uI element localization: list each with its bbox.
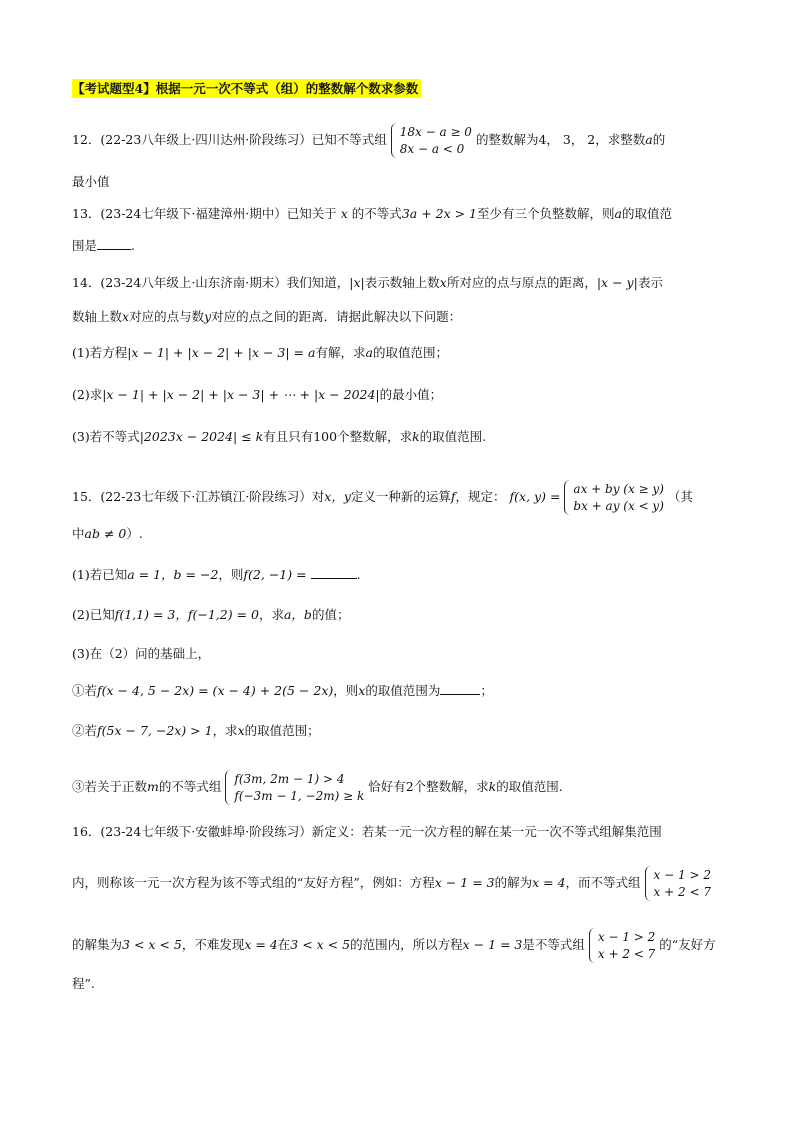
- question-14-part-3: [72, 428, 486, 446]
- question-15-part-3-1: [72, 681, 493, 700]
- q16-system-2: [589, 928, 655, 963]
- q15-c1-b: f(x − 4, 5 − 2x) = (x − 4) + 2(5 − 2x): [97, 683, 334, 698]
- q14-text-d: 表示: [637, 275, 663, 290]
- q15-c3-system-row-2: f(−3m − 1, −2m) ≥ k: [234, 789, 365, 803]
- question-13-line-2: [72, 236, 135, 255]
- q16-line2-b: 的解为: [494, 875, 533, 890]
- q16-equation: x − 1 = 3: [434, 875, 495, 890]
- q15-c1-answer-blank[interactable]: [440, 681, 480, 695]
- q13-x: x: [340, 206, 348, 221]
- q15-c2-x: x: [237, 723, 245, 738]
- q15-c2-a: ②若: [72, 723, 98, 738]
- question-16-line-2: [72, 866, 711, 901]
- q14-p3-b: 有且只有100个整数解，求: [263, 429, 413, 444]
- q16-line3-d: 的范围内，所以方程: [350, 937, 463, 952]
- q16-line3-e: 是不等式组: [522, 937, 585, 952]
- q15-xy: x，y: [324, 489, 351, 504]
- q13-inequality: 3a + 2x > 1: [401, 206, 478, 221]
- q15-line2-a: 中: [72, 526, 85, 541]
- q16-line3-a: 的解集为: [72, 937, 123, 952]
- question-16: 16．(23-24七年级下·安徽蚌埠·阶段练习）新定义：若某一元一次方程的解在某一元一次不等式组解集范围: [72, 824, 662, 839]
- q15-c2-d: 的取值范围；: [244, 723, 320, 738]
- question-15-part-2: [72, 606, 349, 624]
- q15-c1-a: ①若: [72, 683, 98, 698]
- q15-p1-b: a = 1，b = −2: [127, 567, 219, 582]
- q15-p1-answer-blank[interactable]: [311, 565, 357, 579]
- q12-var: a: [645, 132, 653, 147]
- q14-text-c: 所对应的点与原点的距离，: [446, 275, 597, 290]
- q16-equation-2: x − 1 = 3: [462, 937, 523, 952]
- q14-line2-a: 数轴上数: [72, 309, 123, 324]
- q14-p1-equation: |x − 1| + |x − 2| + |x − 3| = a: [127, 345, 316, 360]
- q14-p1-c: 的取值范围；: [372, 345, 448, 360]
- q14-text-a: 14．(23-24八年级上·山东济南·期末）我们知道，: [72, 275, 350, 290]
- q13-text-c: 至少有三个负整数解，则: [477, 206, 615, 221]
- q13-answer-blank[interactable]: [97, 236, 131, 250]
- q15-c1-e: ；: [480, 683, 493, 698]
- q16-system-1-row-2: x + 2 < 7: [653, 885, 711, 899]
- q16-solution-2: x = 4: [244, 937, 278, 952]
- q16-range-1: 3 < x < 5: [122, 937, 182, 952]
- q15-p1-d: f(2, −1) =: [243, 567, 307, 582]
- q15-system-row-2: bx + ay (x < y): [573, 499, 664, 513]
- question-15-part-3-2: [72, 722, 320, 740]
- question-12: [72, 123, 665, 158]
- q14-line2-c: 对应的点之间的距离．请据此解决以下问题：: [211, 309, 462, 324]
- q14-p1-a-var: a: [365, 345, 373, 360]
- q15-c3-c: 恰好有2个整数解，求: [368, 779, 489, 794]
- q15-text-a: 15．(22-23七年级下·江苏镇江·阶段练习）对: [72, 489, 325, 504]
- question-14-part-1: [72, 344, 448, 362]
- question-12-line-2: 最小值: [72, 174, 110, 189]
- q15-c3-b: 的不等式组: [158, 779, 222, 794]
- question-15: [72, 480, 693, 515]
- q15-c3-d: 的取值范围.: [496, 779, 563, 794]
- section-heading: 【考试题型4】根据一元一次不等式（组）的整数解个数求参数: [72, 79, 421, 98]
- q16-system-2-row-2: x + 2 < 7: [597, 947, 656, 961]
- q15-c1-c: ，则: [333, 683, 359, 698]
- q12-suffix: 的整数解为4， 3， 2，求整数: [475, 132, 646, 147]
- q15-c2-b: f(5x − 7, −2x) > 1: [97, 723, 213, 738]
- q14-x: x: [439, 275, 447, 290]
- q12-system-row-1: 18x − a ≥ 0: [399, 125, 472, 139]
- q12-end: 的: [652, 132, 666, 147]
- q15-c3-m: m: [147, 779, 159, 794]
- question-15-line-2: [72, 525, 143, 543]
- q15-c2-c: ，求: [212, 723, 238, 738]
- question-14: [72, 274, 663, 292]
- q14-abs-xy: |x − y|: [596, 275, 638, 290]
- q15-text-d: ，规定：: [455, 489, 506, 504]
- q14-abs-x: |x|: [349, 275, 365, 290]
- q16-system-1: [645, 866, 711, 901]
- q13-a: a: [614, 206, 622, 221]
- q14-p3-a: (3)若不等式: [72, 429, 140, 444]
- q13-line2-end: .: [131, 238, 135, 253]
- q16-system-2-row-1: x − 1 > 2: [597, 930, 656, 944]
- q16-range-2: 3 < x < 5: [290, 937, 351, 952]
- q15-p2-a: (2)已知: [72, 607, 115, 622]
- q15-p2-c: ，求: [258, 607, 284, 622]
- q15-p2-e: 的值；: [311, 607, 350, 622]
- q15-system-row-1: ax + by (x ≥ y): [573, 482, 664, 496]
- q15-p1-a: (1)若已知: [72, 567, 128, 582]
- q15-text-e: （其: [667, 489, 693, 504]
- q15-p1-e: .: [356, 567, 361, 582]
- q13-text-a: 13．(23-24七年级下·福建漳州·期中）已知关于: [72, 206, 337, 221]
- q13-text-d: 的取值范: [621, 206, 672, 221]
- q13-line2-text: 围是: [72, 238, 98, 253]
- q15-line2-c: ）.: [126, 526, 143, 541]
- q16-line3-f: 的“友好方: [659, 937, 716, 952]
- question-15-part-1: [72, 565, 361, 584]
- q14-p1-b: 有解，求: [315, 345, 366, 360]
- q14-p3-c: 的取值范围.: [419, 429, 487, 444]
- q14-text-b: 表示数轴上数: [364, 275, 440, 290]
- q12-prefix: 12．(22-23八年级上·四川达州·阶段练习）已知不等式组: [72, 132, 387, 147]
- q12-system: [391, 123, 472, 158]
- q15-c3-system-row-1: f(3m, 2m − 1) > 4: [234, 772, 345, 786]
- q15-line2-ab: ab ≠ 0: [84, 526, 127, 541]
- question-15-part-3: (3)在（2）问的基础上，: [72, 646, 211, 661]
- question-14-line-2: [72, 308, 461, 326]
- question-15-part-3-3: [72, 770, 563, 805]
- question-16-line-4: 程”.: [72, 976, 95, 991]
- question-16-line-3: [72, 928, 716, 963]
- q15-p1-c: ，则: [218, 567, 244, 582]
- q16-line2-c: ，而不等式组: [565, 875, 641, 890]
- question-13: [72, 205, 672, 223]
- q15-fxy: f(x, y) =: [509, 489, 561, 504]
- q16-line3-b: ，不难发现: [181, 937, 245, 952]
- q15-c3-a: ③若关于正数: [72, 779, 148, 794]
- q15-c3-system: [225, 770, 364, 805]
- q15-f: f: [450, 489, 456, 504]
- q14-line2-x: x: [122, 309, 130, 324]
- q15-c3-k: k: [488, 779, 497, 794]
- q16-line3-c: 在: [277, 937, 291, 952]
- q14-p2-a: (2)求: [72, 387, 103, 402]
- q15-c1-x: x: [358, 683, 366, 698]
- q14-p3-inequality: |2023x − 2024| ≤ k: [139, 429, 264, 444]
- q15-text-c: 定义一种新的运算: [350, 489, 451, 504]
- q14-line2-b: 对应的点与数: [129, 309, 205, 324]
- q15-p2-d: a，b: [283, 607, 312, 622]
- question-14-part-2: [72, 386, 442, 404]
- q16-solution: x = 4: [532, 875, 566, 890]
- q16-system-1-row-1: x − 1 > 2: [653, 868, 711, 882]
- q12-system-row-2: 8x − a < 0: [399, 142, 465, 156]
- q15-definition-system: [564, 480, 663, 515]
- q14-line2-y: y: [204, 309, 212, 324]
- q14-p3-k: k: [412, 429, 420, 444]
- q14-p2-b: 的最小值；: [379, 387, 443, 402]
- q15-p2-b: f(1,1) = 3，f(−1,2) = 0: [114, 607, 259, 622]
- q13-text-b: 的不等式: [351, 206, 402, 221]
- q15-c1-d: 的取值范围为: [365, 683, 441, 698]
- q16-line2-a: 内，则称该一元一次方程为该不等式组的“友好方程”，例如：方程: [72, 875, 435, 890]
- q14-p2-expression: |x − 1| + |x − 2| + |x − 3| + ⋯ + |x − 2024|: [102, 387, 380, 402]
- q14-p1-a: (1)若方程: [72, 345, 128, 360]
